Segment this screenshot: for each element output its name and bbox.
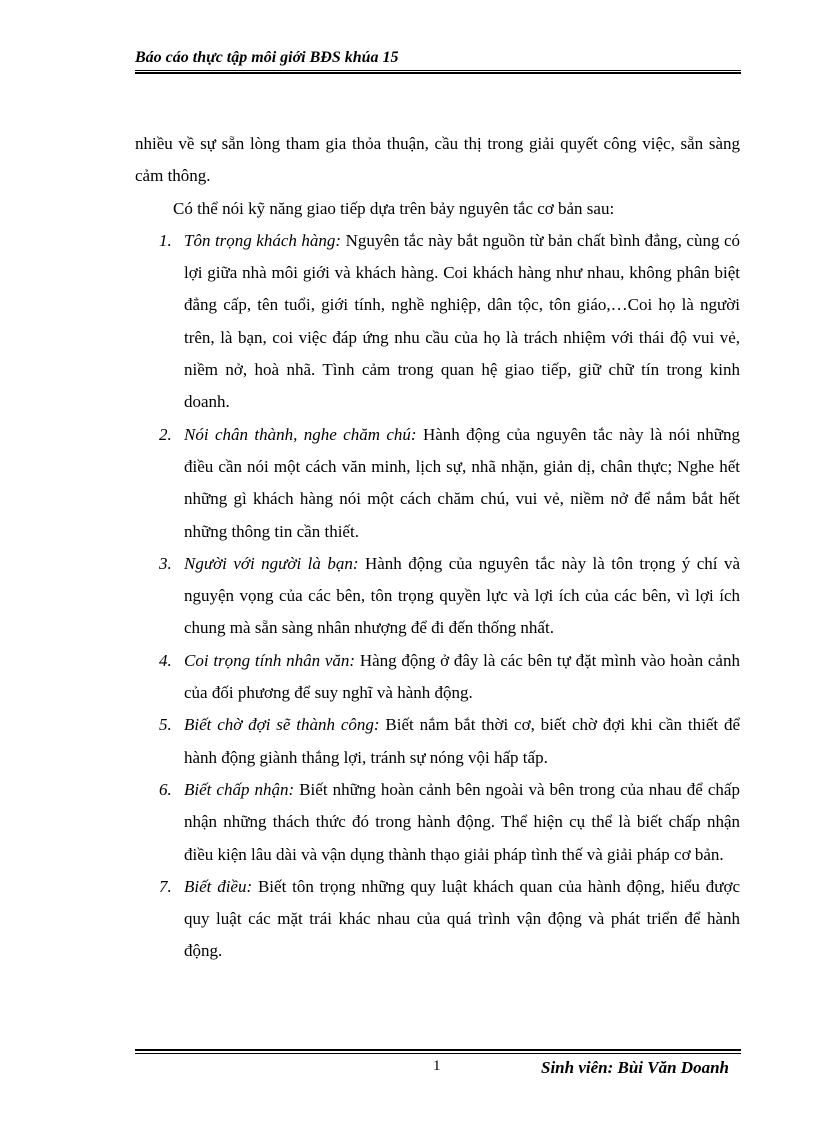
principle-text: Nguyên tắc này bắt nguồn từ bản chất bình đẳng, cùng có lợi giữa nhà môi giới và khách hàng. Coi khách hàng như nhau, không phân biệt đẳng cấp, tên tuổi, giới tính, nghề nghiệp, dân tộc, tôn giáo,…Coi họ là người trên, là bạn, coi việc đáp ứng nhu cầu của họ là trách nhiệm với thái độ vui vẻ, niềm nở, hoà nhã. Tình cảm trong quan hệ giao tiếp, giữ chữ tín trong kinh doanh. — [184, 230, 741, 412]
principle-item — [135, 419, 740, 548]
principle-term: Tôn trọng khách hàng: — [184, 230, 342, 250]
principle-term: Biết chờ đợi sẽ thành công: — [184, 715, 380, 735]
principle-text: Biết tôn trọng những quy luật khách quan của hành động, hiểu được quy luật các mặt trái khác nhau của quá trình vận động và phát triển để hành động. — [184, 876, 741, 961]
principles-list — [135, 225, 740, 968]
footer-rule-thick — [135, 1049, 741, 1051]
intro-lead: Có thể nói kỹ năng giao tiếp dựa trên bảy nguyên tắc cơ bản sau: — [173, 198, 615, 218]
principle-number: 2. — [159, 424, 172, 444]
footer-row — [135, 1058, 741, 1082]
principle-text: Biết những hoàn cảnh bên ngoài và bên trong của nhau để chấp nhận những thách thức đó trong hành động. Thể hiện cụ thể là biết chấp nhận điều kiện lâu dài và vận dụng thành thạo giải pháp tình thế và giải pháp cơ bản. — [184, 779, 740, 864]
page-footer — [135, 1048, 741, 1082]
principle-term: Nói chân thành, nghe chăm chú: — [184, 424, 417, 444]
principle-term: Người với người là bạn: — [184, 553, 359, 573]
principle-number: 1. — [159, 230, 172, 250]
principle-item — [135, 871, 740, 968]
principle-item — [135, 774, 740, 871]
principle-item — [135, 225, 740, 419]
header-rule-thin — [135, 70, 741, 71]
principle-text: Hàng động ở đây là các bên tự đặt mình vào hoàn cảnh của đối phương để suy nghĩ và hành động. — [184, 650, 740, 703]
principle-number: 7. — [159, 876, 172, 896]
page-number: 1 — [433, 1058, 441, 1074]
principle-text: Hành động của nguyên tắc này là nói những điều cần nói một cách văn minh, lịch sự, nhã nhặn, giản dị, chân thực; Nghe hết những gì khách hàng nói một cách chăm chú, vui vẻ, niềm nở để nắm bắt hết những thông tin cần thiết. — [184, 424, 741, 541]
header-rule-thick — [135, 72, 741, 74]
principle-item — [135, 548, 740, 645]
principle-term: Biết chấp nhận: — [184, 779, 295, 799]
document-body — [135, 128, 740, 968]
principle-number: 3. — [159, 553, 172, 573]
principle-item — [135, 645, 740, 710]
principle-text: Biết nắm bắt thời cơ, biết chờ đợi khi cần thiết để hành động giành thắng lợi, tránh sự nóng vội hấp tấp. — [184, 715, 740, 767]
principle-text: Hành động của nguyên tắc này là tôn trọng ý chí và nguyện vọng của các bên, tôn trọng quyền lực và lợi ích của các bên, vì lợi ích chung mà sẵn sàng nhân nhượng để đi đến thống nhất. — [184, 553, 740, 638]
principle-number: 5. — [159, 715, 172, 735]
principle-term: Coi trọng tính nhân văn: — [184, 650, 356, 670]
principle-number: 6. — [159, 779, 172, 799]
student-name: Sinh viên: Bùi Văn Doanh — [540, 1058, 729, 1077]
principle-number: 4. — [159, 650, 172, 670]
intro-continuation: nhiều về sự sẵn lòng tham gia thỏa thuận, cầu thị trong giải quyết công việc, sẵn sàng cảm thông. — [135, 134, 740, 186]
page-header — [135, 48, 741, 74]
footer-rule-thin — [135, 1053, 741, 1054]
principle-item — [135, 709, 740, 774]
header-title: Báo cáo thực tập môi giới BĐS khúa 15 — [135, 49, 399, 66]
principle-term: Biết điều: — [184, 876, 253, 896]
